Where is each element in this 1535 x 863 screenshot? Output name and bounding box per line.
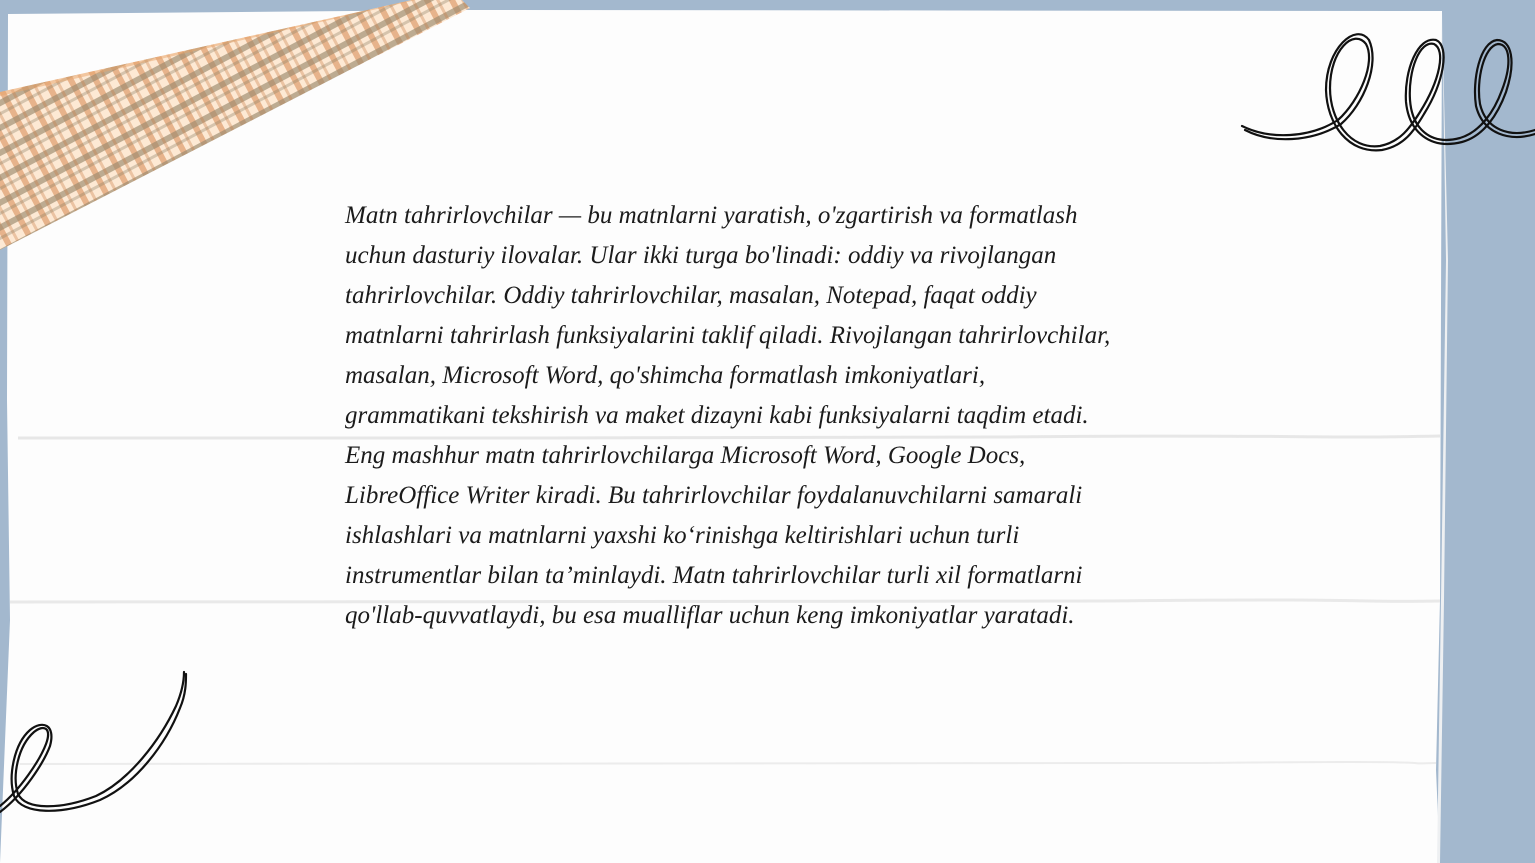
paragraph-line: qo'llab-quvvatlaydi, bu esa mualliflar uchun keng imkoniyatlar yaratadi. [345, 602, 1075, 629]
paragraph-line: matnlarni tahrirlash funksiyalarini taklif qiladi. Rivojlangan tahrirlovchilar, [345, 322, 1111, 349]
paragraph-line: uchun dasturiy ilovalar. Ular ikki turga bo'linadi: oddiy va rivojlangan [345, 242, 1057, 269]
paragraph-line: LibreOffice Writer kiradi. Bu tahrirlovchilar foydalanuvchilarni samarali [345, 482, 1083, 509]
paragraph-line: tahrirlovchilar. Oddiy tahrirlovchilar, masalan, Notepad, faqat oddiy [345, 282, 1037, 309]
paragraph-line: grammatikani tekshirish va maket dizayni kabi funksiyalarni taqdim etadi. [345, 402, 1089, 429]
paragraph-line: instrumentlar bilan ta’minlaydi. Matn tahrirlovchilar turli xil formatlarni [345, 562, 1083, 589]
body-paragraph [345, 196, 1185, 636]
paragraph-line: Eng mashhur matn tahrirlovchilarga Microsoft Word, Google Docs, [345, 442, 1026, 469]
paragraph-line: masalan, Microsoft Word, qo'shimcha formatlash imkoniyatlari, [345, 362, 986, 389]
paragraph-line: ishlashlari va matnlarni yaxshi ko‘rinishga keltirishlari uchun turli [345, 522, 1020, 549]
paragraph-line: Matn tahrirlovchilar — bu matnlarni yaratish, o'zgartirish va formatlash [345, 202, 1078, 229]
